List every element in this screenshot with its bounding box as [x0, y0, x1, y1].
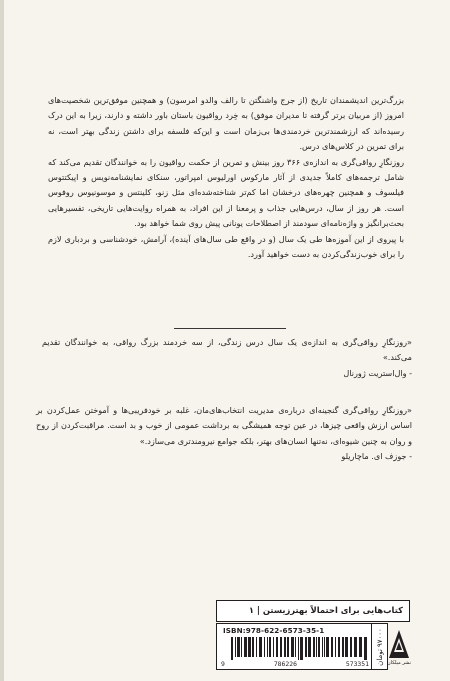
- barcode-bar: [252, 637, 254, 657]
- barcode-bars: [231, 637, 367, 660]
- quote-2-attribution: - جوزف ای. ماچاریلو: [341, 451, 412, 462]
- barcode-bar: [284, 637, 286, 657]
- intro-paragraph-2: روزنگارِ رواقی‌گری به اندازه‌ی ۳۶۶ روز بینش و تمرین از حکمت رواقیون را به خوانندگان تقدیم می‌کند که شامل ترجمه‌های کاملاً جدیدی از آثار مارکوس اورلیوس امپراتور، سنکای نمایشنامه‌نویس و اپیکتتوس فیلسوف و همچنین چهره‌های درخشان اما کم‌تر شناخته‌شده‌ای مثل زنو، کلینتس و موسونیوس روفوس است. هر روز از سال، درس‌هایی جذاب و پرمعنا از این افراد، به همراه روایت‌هایی تاریخی، تفسیرهایی بحث‌برانگیز و واژه‌نامه‌ای سودمند از اصطلاحات یونانی پیش روی شما خواهد بود.: [48, 156, 404, 229]
- barcode-bar: [269, 637, 271, 657]
- barcode-bar: [350, 637, 352, 657]
- barcode-bar: [276, 637, 278, 657]
- barcode-bar: [354, 637, 357, 657]
- barcode-bar: [338, 637, 340, 657]
- barcode-digit-group: 786226: [273, 660, 297, 668]
- quote-1: [42, 335, 412, 381]
- barcode-bar: [248, 637, 251, 657]
- barcode-bar: [287, 637, 289, 657]
- barcode-bar: [237, 637, 240, 657]
- barcode-bar: [295, 637, 296, 657]
- quote-2-text: «روزنگارِ رواقی‌گری گنجینه‌ای درباره‌ی مدیریت انتخاب‌های‌مان، غلبه بر خودفریبی‌ها و آموختن عمل‌کردن بر اساس ارزش واقعی چیزها، در عین توجه همیشگی به برداشت عمومی از خوب و بد است. مراقبت‌کردن از روح و روان به چنین شیوه‌ای، نه‌تنها انسان‌های بهتر، بلکه جوامع نیرومندتری می‌سازد.»: [36, 405, 412, 446]
- quote-1-attribution: - وال‌استریت ژورنال: [343, 367, 412, 378]
- barcode-digits: [221, 660, 369, 668]
- barcode-bar: [244, 637, 247, 657]
- barcode-bar: [345, 637, 348, 657]
- barcode-bar: [322, 637, 323, 657]
- barcode-bar: [342, 637, 344, 657]
- barcode-bar: [316, 637, 317, 657]
- barcode-bar: [305, 637, 307, 657]
- barcode: [216, 623, 372, 670]
- series-label: کتاب‌هایی برای احتمالاً بهترزیستن | ۱: [216, 600, 410, 622]
- divider-line: [174, 328, 286, 329]
- barcode-digit-group: 9: [221, 660, 225, 668]
- barcode-bar: [364, 637, 367, 660]
- intro-paragraph-3: با پیروی از این آموزه‌ها طی یک سال (و در واقع طی سال‌های آینده)، آرامش، خودشناسی و بردباری لازم را برای خوب‌زندگی‌کردن به دست خواهید آورد.: [48, 233, 404, 260]
- quote-2: [36, 403, 412, 465]
- publisher-name: نشر میلکان: [387, 660, 411, 666]
- barcode-bar: [300, 637, 303, 660]
- barcode-bar: [298, 637, 299, 660]
- barcode-bar: [273, 637, 274, 657]
- barcode-bar: [331, 637, 333, 657]
- barcode-bar: [241, 637, 242, 657]
- barcode-bar: [259, 637, 262, 657]
- barcode-bar: [231, 637, 233, 660]
- barcode-bar: [324, 637, 325, 657]
- barcode-bar: [326, 637, 329, 657]
- barcode-bar: [235, 637, 236, 657]
- intro-text: [48, 93, 404, 262]
- intro-paragraph-1: بزرگ‌ترین اندیشمندان تاریخ (از جرج واشنگتن تا رالف والدو امرسون) و همچنین موفق‌ترین شخصیت‌های امروز (از مربیان برتر گرفته تا مدیران موفق) به خِرد رواقیون باستان باور داشته و دارند، زیرا به این درک رسیده‌اند که ارزشمندترین خردمندی‌ها بی‌زمان است و این‌که فلسفه برای داشتن زندگی بهتر است، نه برای تمرین در کلاس‌های درس.: [48, 95, 404, 152]
- price: ۹۷۰۰۰ تومان: [375, 627, 384, 666]
- barcode-bar: [318, 637, 320, 657]
- barcode-bar: [280, 637, 282, 657]
- quote-1-text: «روزنگارِ رواقی‌گری به اندازه‌ی یک سال درس زندگی، از سه خردمند بزرگ رواقی، به خوانندگان تقدیم می‌کند.»: [42, 337, 412, 363]
- barcode-bar: [308, 637, 311, 657]
- page-edge-shadow: [0, 0, 4, 681]
- barcode-bar: [313, 637, 315, 657]
- barcode-bar: [359, 637, 362, 657]
- barcode-bar: [256, 637, 257, 657]
- barcode-bar: [335, 637, 336, 657]
- barcode-bar: [267, 637, 268, 657]
- isbn-number: ISBN:978-622-6573-35-1: [223, 626, 325, 635]
- barcode-bar: [264, 637, 265, 657]
- barcode-digit-group: 573351: [345, 660, 369, 668]
- barcode-bar: [291, 637, 294, 657]
